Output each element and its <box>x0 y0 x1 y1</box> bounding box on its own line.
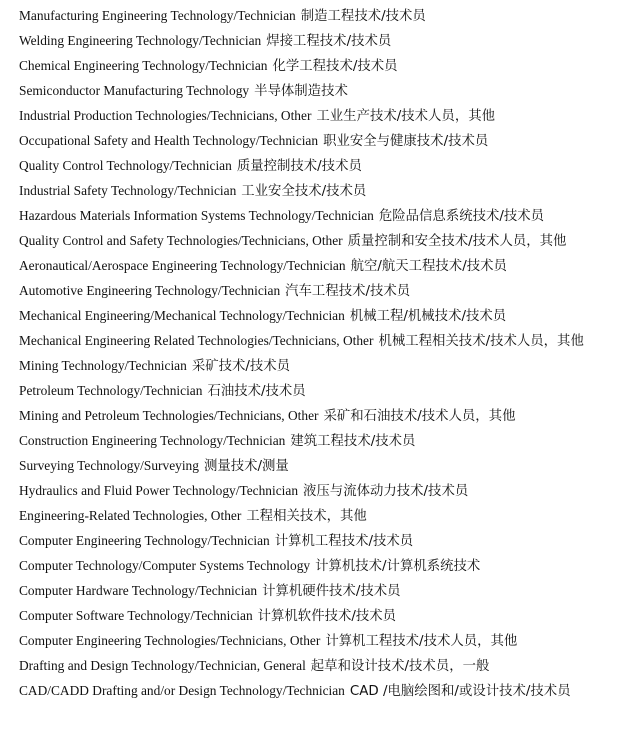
list-item <box>19 29 594 54</box>
list-item <box>19 54 594 79</box>
english-name: Occupational Safety and Health Technology/Technician <box>19 133 319 148</box>
chinese-name: 质量控制技术/技术员 <box>236 159 362 174</box>
english-name: Aeronautical/Aerospace Engineering Technology/Technician <box>19 258 346 273</box>
list-item <box>19 679 594 704</box>
chinese-name: 工业生产技术/技术人员，其他 <box>316 109 495 124</box>
list-item <box>19 504 594 529</box>
list-item <box>19 654 594 679</box>
list-item <box>19 129 594 154</box>
list-item <box>19 404 594 429</box>
chinese-name: 石油技术/技术员 <box>207 384 306 399</box>
english-name: Industrial Production Technologies/Technicians, Other <box>19 108 312 123</box>
chinese-name: 制造工程技术/技术员 <box>300 9 426 24</box>
list-item <box>19 179 594 204</box>
chinese-name: 建筑工程技术/技术员 <box>290 434 416 449</box>
chinese-name: 职业安全与健康技术/技术员 <box>323 134 489 149</box>
chinese-name: CAD /电脑绘图和/或设计技术/技术员 <box>349 684 571 699</box>
chinese-name: 半导体制造技术 <box>254 84 348 99</box>
chinese-name: 计算机软件技术/技术员 <box>257 609 397 624</box>
list-item <box>19 379 594 404</box>
english-name: Computer Hardware Technology/Technician <box>19 583 258 598</box>
chinese-name: 机械工程/机械技术/技术员 <box>349 309 507 324</box>
english-name: Computer Software Technology/Technician <box>19 608 253 623</box>
chinese-name: 焊接工程技术/技术员 <box>266 34 392 49</box>
chinese-name: 工业安全技术/技术员 <box>241 184 367 199</box>
english-name: Semiconductor Manufacturing Technology <box>19 83 250 98</box>
english-name: Computer Technology/Computer Systems Technology <box>19 558 311 573</box>
list-item <box>19 579 594 604</box>
english-name: Chemical Engineering Technology/Technician <box>19 58 268 73</box>
list-item <box>19 79 594 104</box>
english-name: Hazardous Materials Information Systems Technology/Technician <box>19 208 374 223</box>
english-name: Mining Technology/Technician <box>19 358 187 373</box>
english-name: Industrial Safety Technology/Technician <box>19 183 237 198</box>
english-name: Quality Control and Safety Technologies/Technicians, Other <box>19 233 343 248</box>
list-item <box>19 254 594 279</box>
chinese-name: 采矿技术/技术员 <box>191 359 291 374</box>
program-list <box>19 4 594 704</box>
chinese-name: 计算机硬件技术/技术员 <box>262 584 401 599</box>
list-item <box>19 4 594 29</box>
english-name: Petroleum Technology/Technician <box>19 383 203 398</box>
list-item <box>19 479 594 504</box>
list-item <box>19 229 594 254</box>
list-item <box>19 529 594 554</box>
chinese-name: 测量技术/测量 <box>203 459 289 474</box>
chinese-name: 工程相关技术，其他 <box>246 509 367 524</box>
list-item <box>19 554 594 579</box>
english-name: CAD/CADD Drafting and/or Design Technology/Technician <box>19 683 345 698</box>
chinese-name: 航空/航天工程技术/技术员 <box>350 259 507 274</box>
list-item <box>19 329 594 354</box>
chinese-name: 汽车工程技术/技术员 <box>285 284 411 299</box>
chinese-name: 质量控制和安全技术/技术人员，其他 <box>347 234 567 249</box>
chinese-name: 危险品信息系统技术/技术员 <box>378 209 545 224</box>
english-name: Engineering-Related Technologies, Other <box>19 508 242 523</box>
chinese-name: 计算机技术/计算机系统技术 <box>315 559 481 574</box>
list-item <box>19 154 594 179</box>
chinese-name: 化学工程技术/技术员 <box>272 59 398 74</box>
english-name: Construction Engineering Technology/Technician <box>19 433 286 448</box>
list-item <box>19 629 594 654</box>
chinese-name: 采矿和石油技术/技术人员，其他 <box>323 409 516 424</box>
chinese-name: 计算机工程技术/技术人员，其他 <box>325 634 518 649</box>
list-item <box>19 304 594 329</box>
english-name: Quality Control Technology/Technician <box>19 158 232 173</box>
list-item <box>19 604 594 629</box>
english-name: Welding Engineering Technology/Technician <box>19 33 262 48</box>
english-name: Computer Engineering Technology/Technician <box>19 533 270 548</box>
english-name: Hydraulics and Fluid Power Technology/Technician <box>19 483 299 498</box>
english-name: Mechanical Engineering/Mechanical Technology/Technician <box>19 308 345 323</box>
list-item <box>19 429 594 454</box>
chinese-name: 液压与流体动力技术/技术员 <box>303 484 469 499</box>
list-item <box>19 204 594 229</box>
list-item <box>19 104 594 129</box>
list-item <box>19 354 594 379</box>
list-item <box>19 454 594 479</box>
english-name: Mechanical Engineering Related Technologies/Technicians, Other <box>19 333 374 348</box>
english-name: Mining and Petroleum Technologies/Technicians, Other <box>19 408 319 423</box>
chinese-name: 起草和设计技术/技术员，一般 <box>310 659 490 674</box>
english-name: Computer Engineering Technologies/Technicians, Other <box>19 633 321 648</box>
english-name: Surveying Technology/Surveying <box>19 458 199 473</box>
english-name: Drafting and Design Technology/Technician, General <box>19 658 306 673</box>
chinese-name: 计算机工程技术/技术员 <box>274 534 414 549</box>
chinese-name: 机械工程相关技术/技术人员，其他 <box>378 334 584 349</box>
english-name: Manufacturing Engineering Technology/Technician <box>19 8 296 23</box>
list-item <box>19 279 594 304</box>
english-name: Automotive Engineering Technology/Technician <box>19 283 281 298</box>
